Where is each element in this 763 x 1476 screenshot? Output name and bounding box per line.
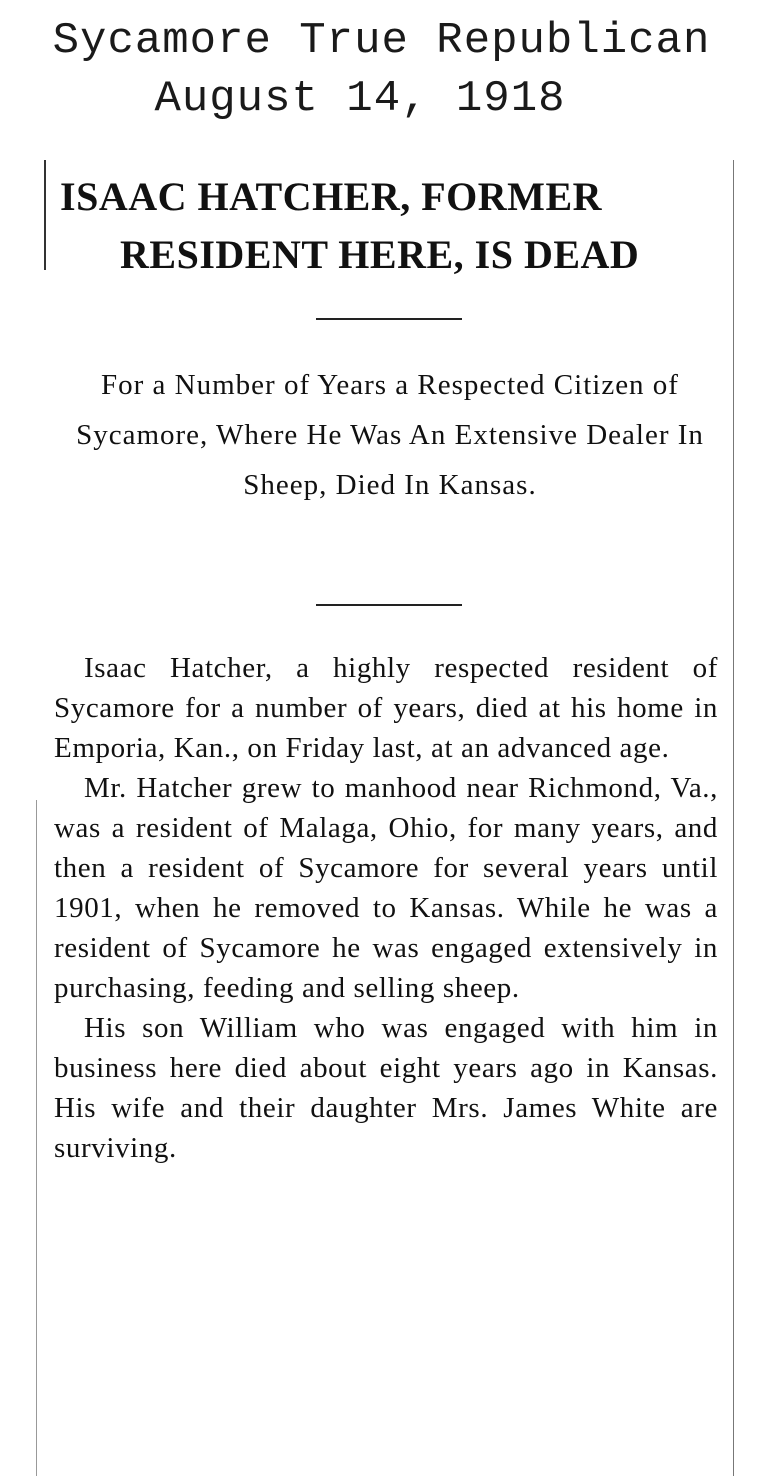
- body-paragraph-3: His son William who was engaged with him in business here died about eight years ago in Kansas. His wife and their daughter Mrs. James White are surviving.: [54, 1012, 718, 1164]
- article-headline: [60, 168, 730, 284]
- column-rule-right: [733, 160, 734, 1476]
- newspaper-name: Sycamore True Republican: [52, 16, 711, 66]
- headline-line-1: ISAAC HATCHER, FORMER: [60, 174, 603, 219]
- article-body: [54, 648, 718, 1168]
- body-paragraph-1: Isaac Hatcher, a highly respected resident of Sycamore for a number of years, died at his home in Emporia, Kan., on Friday last, at an advanced age.: [54, 652, 718, 764]
- column-rule-left-lower: [36, 800, 37, 1476]
- column-rule-left: [44, 160, 46, 270]
- headline-line-2: RESIDENT HERE, IS DEAD: [120, 232, 640, 277]
- article-deck: For a Number of Years a Respected Citizen of Sycamore, Where He Was An Extensive Dealer In Sheep, Died In Kansas.: [76, 369, 704, 501]
- deck-divider: [316, 604, 462, 606]
- headline-divider: [316, 318, 462, 320]
- body-paragraph-2: Mr. Hatcher grew to manhood near Richmond, Va., was a resident of Malaga, Ohio, for many years, and then a resident of Sycamore for several years until 1901, when he removed to Kansas. While he was a resident of Sycamore he was engaged extensively in purchasing, feeding and selling sheep.: [54, 772, 718, 1004]
- publication-date: August 14, 1918: [154, 74, 566, 124]
